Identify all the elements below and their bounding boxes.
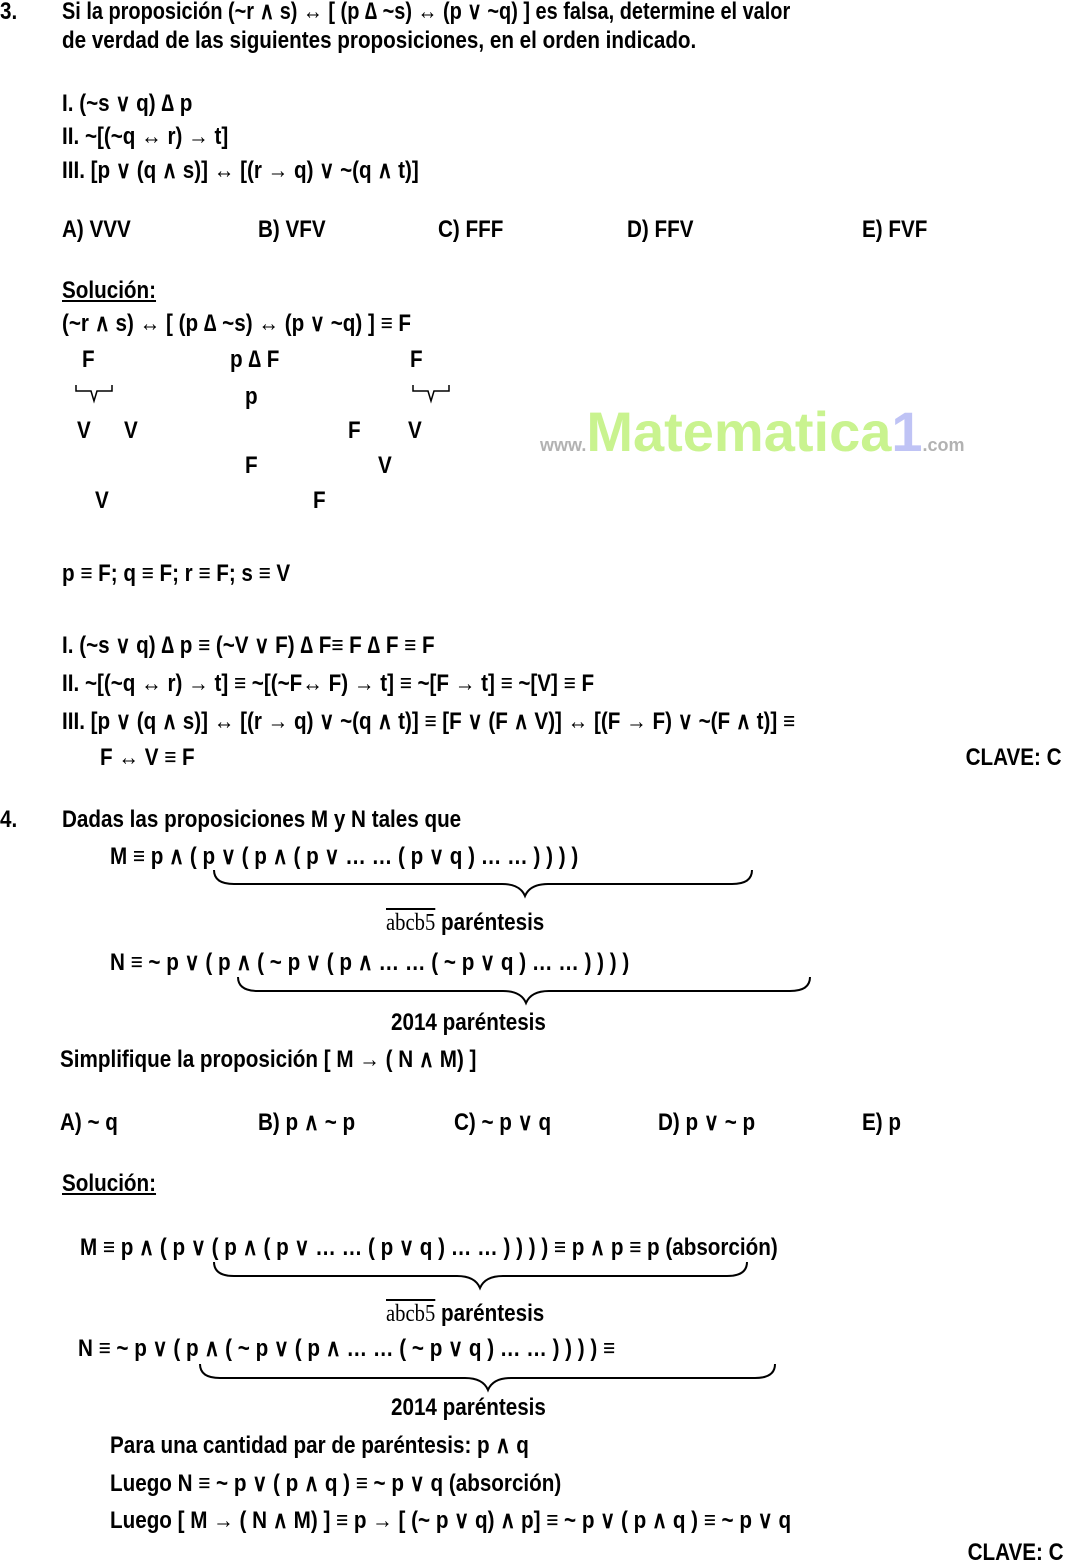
option-b: B) p ∧ ~ p xyxy=(258,1109,356,1136)
option-e: E) FVF xyxy=(862,216,928,243)
problem-3-statement-cont: de verdad de las siguientes proposiciones, en el orden indicado. xyxy=(62,27,697,54)
tree-value: F xyxy=(313,487,326,514)
problem-4-number: 4. xyxy=(0,806,18,833)
small-brace-left xyxy=(76,385,112,401)
solution-heading: Solución: xyxy=(62,1170,157,1197)
brace-n xyxy=(238,977,810,1003)
solution-step-1: Para una cantidad par de paréntesis: p ∧ q xyxy=(110,1432,529,1459)
proposition-ii: II. ~[(~q ↔ r) → t] xyxy=(62,123,229,150)
small-brace-right xyxy=(413,385,449,401)
tree-value: p ∆ F xyxy=(230,346,280,373)
evaluation-i: I. (~s ∨ q) ∆ p ≡ (~V ∨ F) ∆ F≡ F ∆ F ≡ F xyxy=(62,632,435,659)
tree-value: V xyxy=(378,452,392,479)
proposition-iii: III. [p ∨ (q ∧ s)] ↔ [(r → q) ∨ ~(q ∧ t)] xyxy=(62,157,419,184)
option-c: C) FFF xyxy=(438,216,504,243)
answer-key: CLAVE: C xyxy=(966,744,1062,771)
tree-value: F xyxy=(410,346,423,373)
tree-value: F xyxy=(245,452,258,479)
tree-value: V xyxy=(95,487,109,514)
answer-key: CLAVE: C xyxy=(968,1539,1064,1566)
brace-m-solution xyxy=(214,1262,747,1288)
tree-value: p xyxy=(245,383,258,410)
variable-values: p ≡ F; q ≡ F; r ≡ F; s ≡ V xyxy=(62,560,291,587)
option-d: D) FFV xyxy=(627,216,694,243)
m-paren-count: abcb5 paréntesis xyxy=(386,1300,545,1327)
evaluation-ii: II. ~[(~q ↔ r) → t] ≡ ~[(~F↔ F) → t] ≡ ~[F → t] ≡ ~[V] ≡ F xyxy=(62,670,595,697)
proposition-i: I. (~s ∨ q) ∆ p xyxy=(62,90,193,117)
problem-4-question: Simplifique la proposición [ M → ( N ∧ M) ] xyxy=(60,1046,477,1073)
m-paren-count: abcb5 paréntesis xyxy=(386,909,545,936)
solution-step-2: Luego N ≡ ~ p ∨ ( p ∧ q ) ≡ ~ p ∨ q (absorción) xyxy=(110,1470,562,1497)
tree-value: F xyxy=(82,346,95,373)
option-a: A) ~ q xyxy=(60,1109,118,1136)
brace-m xyxy=(214,870,752,896)
tree-value: V xyxy=(124,417,138,444)
m-count-variable: abcb5 xyxy=(386,1301,436,1327)
option-a: A) VVV xyxy=(62,216,131,243)
n-paren-count: 2014 paréntesis xyxy=(391,1009,546,1036)
m-definition: M ≡ p ∧ ( p ∨ ( p ∧ ( p ∨ … … ( p ∨ q ) … … ) ) ) ) xyxy=(110,843,579,870)
n-paren-count: 2014 paréntesis xyxy=(391,1394,546,1421)
solution-heading: Solución: xyxy=(62,277,157,304)
tree-value: V xyxy=(77,417,91,444)
evaluation-iii: III. [p ∨ (q ∧ s)] ↔ [(r → q) ∨ ~(q ∧ t)] ≡ [F ∨ (F ∧ V)] ↔ [(F → F) ∨ ~(F ∧ t)] ≡ xyxy=(62,708,796,735)
solution-n: N ≡ ~ p ∨ ( p ∧ ( ~ p ∨ ( p ∧ … … ( ~ p ∨ q ) … … ) ) ) ) ≡ xyxy=(78,1335,616,1362)
tree-value: V xyxy=(408,417,422,444)
problem-4-statement: Dadas las proposiciones M y N tales que xyxy=(62,806,462,833)
option-e: E) p xyxy=(862,1109,901,1136)
solution-m: M ≡ p ∧ ( p ∨ ( p ∧ ( p ∨ … … ( p ∨ q ) … … ) ) ) ) ≡ p ∧ p ≡ p (absorción) xyxy=(80,1234,778,1261)
solution-equation: (~r ∧ s) ↔ [ (p ∆ ~s) ↔ (p ∨ ~q) ] ≡ F xyxy=(62,310,412,337)
option-b: B) VFV xyxy=(258,216,326,243)
solution-step-3: Luego [ M → ( N ∧ M) ] ≡ p → [ (~ p ∨ q) ∧ p] ≡ ~ p ∨ ( p ∧ q ) ≡ ~ p ∨ q xyxy=(110,1507,792,1534)
n-definition: N ≡ ~ p ∨ ( p ∧ ( ~ p ∨ ( p ∧ … … ( ~ p ∨ q ) … … ) ) ) ) xyxy=(110,949,630,976)
option-d: D) p ∨ ~ p xyxy=(658,1109,756,1136)
evaluation-iii-result: F ↔ V ≡ F xyxy=(100,744,195,771)
brace-n-solution xyxy=(200,1364,775,1390)
problem-3-number: 3. xyxy=(0,0,18,25)
option-c: C) ~ p ∨ q xyxy=(454,1109,552,1136)
tree-value: F xyxy=(348,417,361,444)
m-count-variable: abcb5 xyxy=(386,910,436,936)
watermark: www.Matematica1.com xyxy=(540,400,965,463)
problem-3-statement: Si la proposición (~r ∧ s) ↔ [ (p ∆ ~s) ↔ (p ∨ ~q) ] es falsa, determine el valor xyxy=(62,0,791,25)
